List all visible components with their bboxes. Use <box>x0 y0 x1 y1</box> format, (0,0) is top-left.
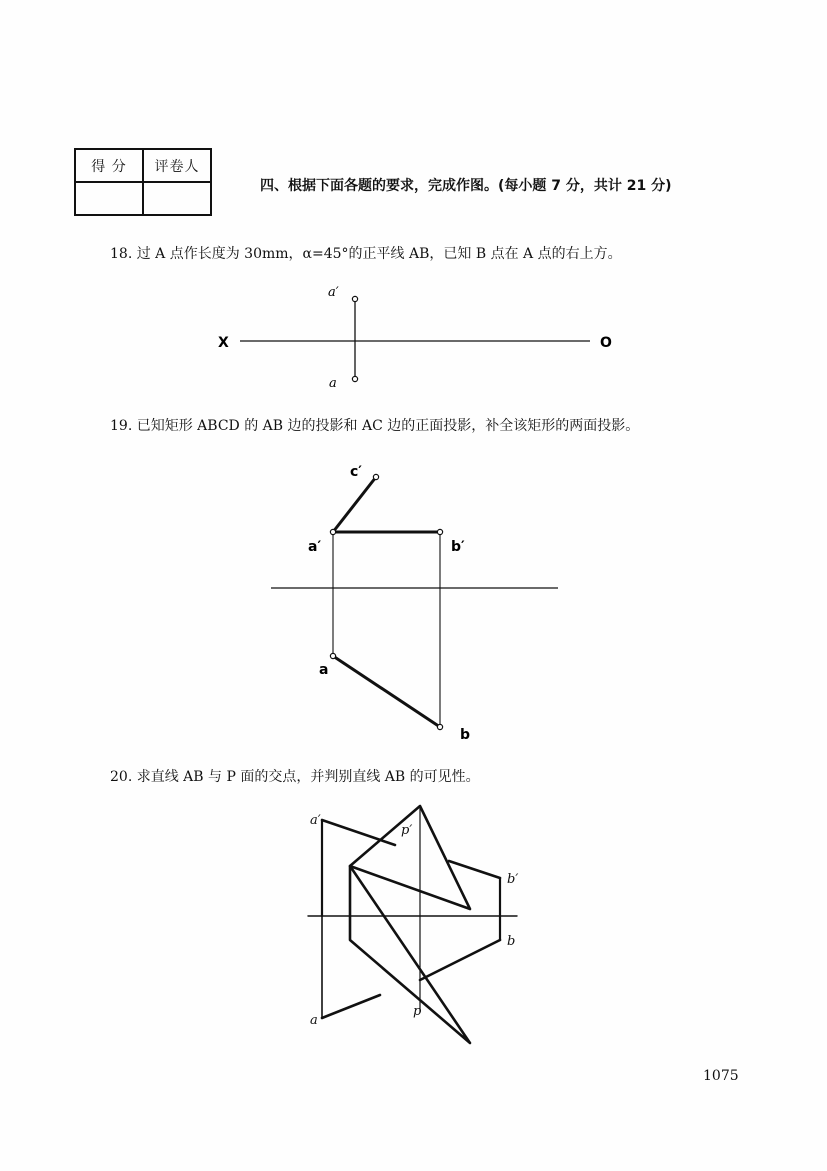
question-19: 19. 已知矩形 ABCD 的 AB 边的投影和 AC 边的正面投影，补全该矩形的两面投影。 <box>110 418 640 434</box>
fig20-line-a-b-2 <box>420 940 500 980</box>
fig19-label-a: a <box>319 662 329 678</box>
fig18-label-a-prime: a′ <box>328 285 339 300</box>
fig19-label-b: b <box>460 727 471 743</box>
fig20-label-a: a <box>310 1013 318 1028</box>
fig18-label-x: X <box>218 335 229 351</box>
section-title: 四、根据下面各题的要求，完成作图。(每小题 7 分，共计 21 分) <box>260 178 672 194</box>
fig19-line-a-prime-c-prime <box>333 477 376 532</box>
figure-19 <box>271 464 558 743</box>
fig19-label-a-prime: a′ <box>308 539 322 555</box>
figure-18 <box>218 285 612 391</box>
fig20-label-b-prime: b′ <box>507 872 519 887</box>
question-20: 20. 求直线 AB 与 P 面的交点，并判别直线 AB 的可见性。 <box>110 769 480 785</box>
fig19-point-b-prime <box>437 529 442 534</box>
fig20-label-a-prime: a′ <box>310 813 321 828</box>
fig18-point-a <box>352 376 357 381</box>
fig19-label-b-prime: b′ <box>451 539 465 555</box>
fig19-line-a-b <box>333 656 440 727</box>
fig18-label-o: O <box>600 335 612 351</box>
question-18: 18. 过 A 点作长度为 30mm，α=45°的正平线 AB，已知 B 点在 A 点的右上方。 <box>110 246 622 262</box>
fig20-label-b: b <box>507 934 516 949</box>
figure-20 <box>308 806 518 1043</box>
page-number: 1075 <box>703 1068 739 1084</box>
fig19-point-a <box>330 653 335 658</box>
fig19-point-c-prime <box>373 474 378 479</box>
grader-header: 评卷人 <box>143 149 211 182</box>
fig20-label-p: p <box>413 1004 422 1019</box>
fig20-triangle-top <box>350 866 470 1043</box>
fig19-point-b <box>437 724 442 729</box>
fig20-line-a-prime-b-prime-1 <box>322 820 395 845</box>
fig18-label-a: a <box>329 376 337 391</box>
fig19-point-a-prime <box>330 529 335 534</box>
fig18-point-a-prime <box>352 296 357 301</box>
fig20-line-a-b-1 <box>322 995 380 1018</box>
fig20-line-a-prime-b-prime-2 <box>449 861 500 878</box>
fig20-label-p-prime: p′ <box>401 823 413 838</box>
fig19-label-c-prime: c′ <box>350 464 362 480</box>
score-header: 得 分 <box>75 149 143 182</box>
